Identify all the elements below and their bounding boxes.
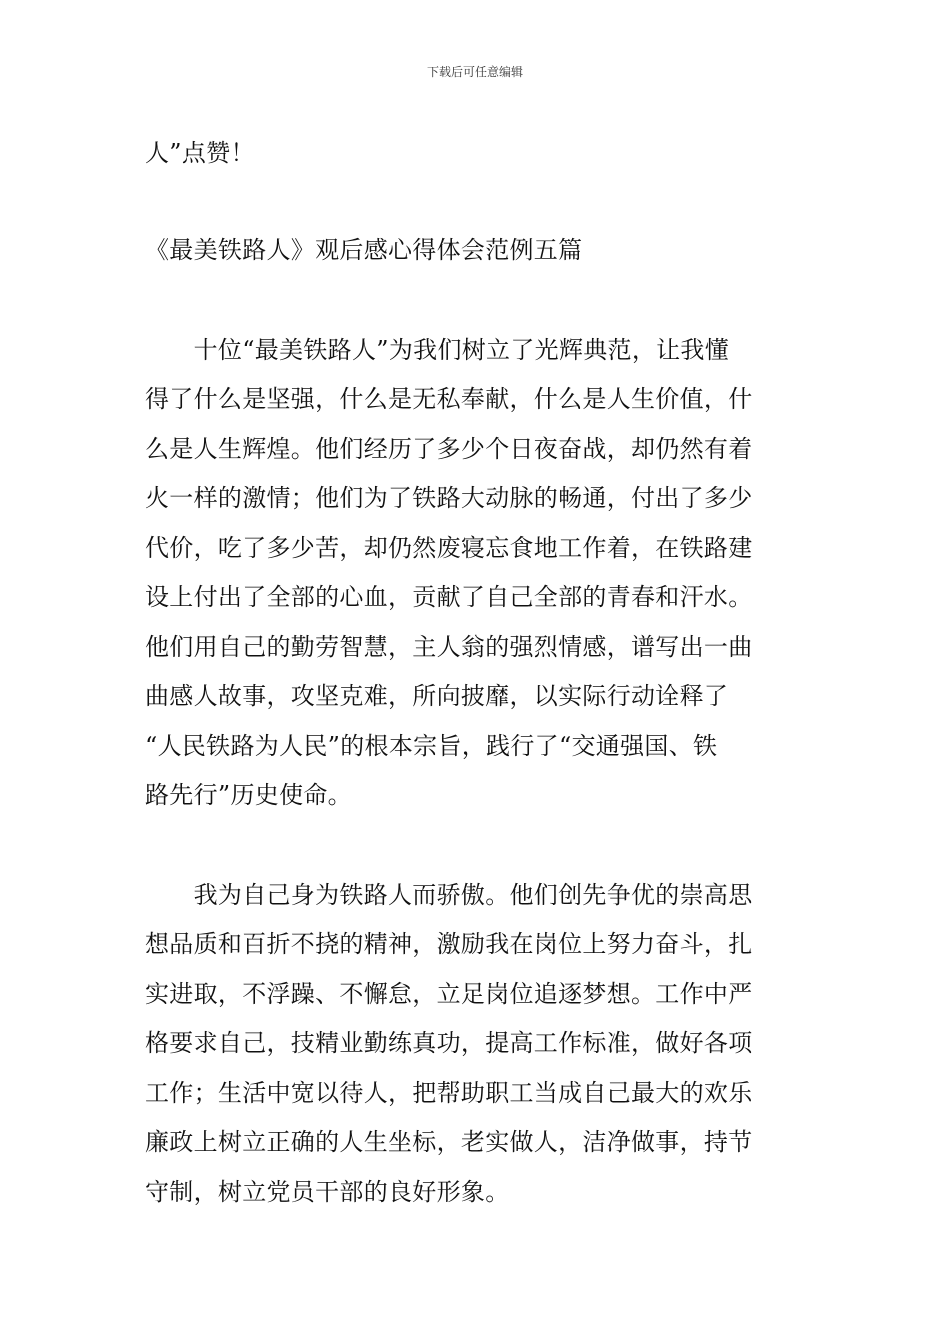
text-line: 曲感人故事，攻坚克难，所向披靡，以实际行动诠释了: [145, 682, 729, 710]
text-line: 十位“最美铁路人”为我们树立了光辉典范，让我懂: [145, 336, 730, 364]
text-line: 实进取，不浮躁、不懈怠，立足岗位追逐梦想。工作中严: [145, 980, 753, 1008]
text-line: 守制，树立党员干部的良好形象。: [145, 1178, 510, 1206]
text-line: 工作；生活中宽以待人，把帮助职工当成自己最大的欢乐: [145, 1079, 753, 1107]
text-line: 路先行”历史使命。: [145, 781, 352, 809]
text-line: 廉政上树立正确的人生坐标，老实做人，洁净做事，持节: [145, 1128, 753, 1156]
text-line: 格要求自己，技精业勤练真功，提高工作标准，做好各项: [145, 1029, 753, 1057]
text-line: 么是人生辉煌。他们经历了多少个日夜奋战，却仍然有着: [145, 435, 753, 463]
text-line: “人民铁路为人民”的根本宗旨，践行了“交通强国、铁: [145, 732, 718, 760]
article-title: 《最美铁路人》观后感心得体会范例五篇: [145, 236, 583, 264]
text-line: 人”点赞！: [145, 139, 255, 167]
text-line: 我为自己身为铁路人而骄傲。他们创先争优的崇高思: [145, 881, 753, 909]
text-line: 火一样的激情；他们为了铁路大动脉的畅通，付出了多少: [145, 484, 753, 512]
text-line: 得了什么是坚强，什么是无私奉献，什么是人生价值，什: [145, 385, 753, 413]
text-line: 设上付出了全部的心血，贡献了自己全部的青春和汗水。: [145, 583, 753, 611]
page-header: 下载后可任意编辑: [426, 65, 523, 79]
text-line: 想品质和百折不挠的精神，激励我在岗位上努力奋斗，扎: [145, 930, 753, 958]
text-line: 他们用自己的勤劳智慧，主人翁的强烈情感，谱写出一曲: [145, 633, 753, 661]
text-line: 代价，吃了多少苦，却仍然废寝忘食地工作着，在铁路建: [145, 534, 753, 562]
